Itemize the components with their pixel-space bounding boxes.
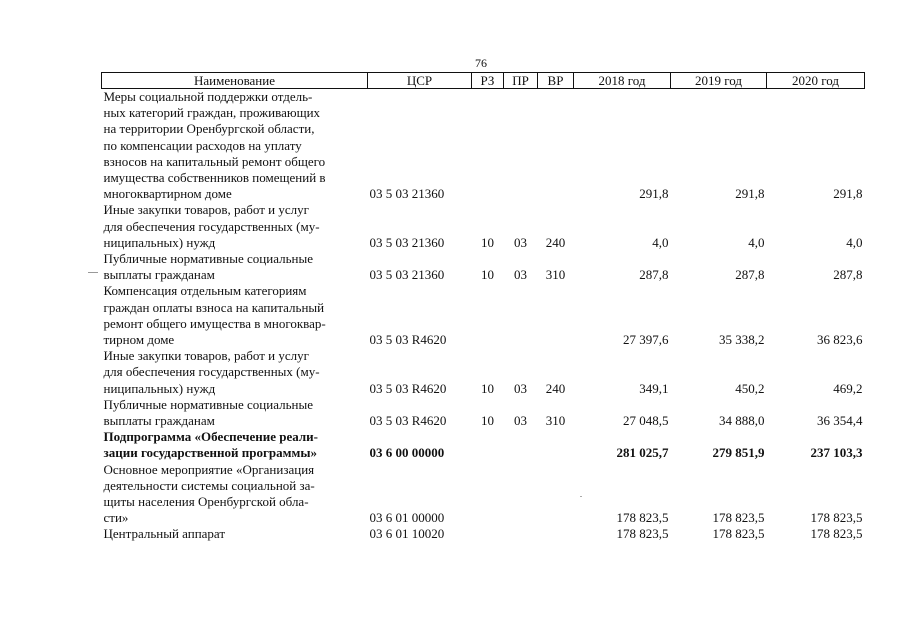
- row-name-line: граждан оплаты взноса на капитальный: [103, 299, 325, 315]
- table-row: [102, 429, 865, 461]
- row-2020: 36 823,6: [817, 332, 863, 348]
- row-2019: 178 823,5: [712, 526, 765, 542]
- row-name-line: для обеспечения государственных (му-: [103, 364, 320, 380]
- row-csr: 03 5 03 R4620: [369, 380, 447, 396]
- row-rz: 10: [481, 267, 494, 283]
- row-2020: 36 354,4: [817, 413, 863, 429]
- row-name: [102, 283, 368, 348]
- row-csr: 03 5 03 21360: [369, 186, 445, 202]
- row-2018: 4,0: [652, 234, 669, 250]
- table-row: [102, 397, 865, 429]
- row-name-line: для обеспечения государственных (му-: [103, 218, 320, 234]
- row-2018: 27 397,6: [623, 332, 669, 348]
- row-name-line: сти»: [103, 510, 129, 526]
- row-2018: 287,8: [639, 267, 669, 283]
- row-name: [102, 462, 368, 527]
- row-name: [102, 526, 368, 542]
- row-name-line: ных категорий граждан, проживающих: [103, 105, 321, 121]
- row-2019: 34 888,0: [719, 413, 765, 429]
- header-2019: 2019 год: [671, 73, 767, 89]
- row-csr: 03 6 01 10020: [369, 526, 445, 542]
- row-rz: [472, 526, 504, 542]
- row-rz: [472, 429, 504, 461]
- row-name-line: выплаты гражданам: [103, 267, 215, 283]
- row-vr: 310: [545, 413, 566, 429]
- row-name: [102, 429, 368, 461]
- row-name: [102, 202, 368, 251]
- row-2018: 178 823,5: [616, 510, 669, 526]
- row-name: [102, 251, 368, 283]
- table-row: [102, 283, 865, 348]
- row-rz: [472, 89, 504, 203]
- row-name-line: имущества собственников помещений в: [103, 170, 326, 186]
- row-csr: 03 5 03 21360: [369, 267, 445, 283]
- row-pr: 03: [514, 234, 527, 250]
- header-pr: ПР: [504, 73, 538, 89]
- row-name-line: тирном доме: [103, 332, 175, 348]
- row-csr: 03 5 03 21360: [369, 234, 445, 250]
- row-2019: 279 851,9: [712, 445, 765, 461]
- row-rz: [472, 283, 504, 348]
- budget-table: [101, 72, 865, 543]
- row-vr: [538, 89, 574, 203]
- row-2020: 287,8: [833, 267, 863, 283]
- row-vr: [538, 526, 574, 542]
- row-name-line: ремонт общего имущества в многоквар-: [103, 315, 326, 331]
- row-name: [102, 397, 368, 429]
- table-row: [102, 348, 865, 397]
- table-row: [102, 462, 865, 527]
- row-name-line: Иные закупки товаров, работ и услуг: [103, 348, 309, 364]
- row-name-line: Публичные нормативные социальные: [103, 251, 313, 267]
- header-vr: ВР: [538, 73, 574, 89]
- row-vr: 310: [545, 267, 566, 283]
- row-2018: 291,8: [639, 186, 669, 202]
- row-name-line: щиты населения Оренбургской обла-: [103, 494, 309, 510]
- table-row: [102, 202, 865, 251]
- row-2020: 178 823,5: [810, 526, 863, 542]
- header-name: Наименование: [102, 73, 368, 89]
- row-name-line: деятельности системы социальной за-: [103, 477, 315, 493]
- row-vr: 240: [545, 380, 566, 396]
- row-vr: 240: [545, 234, 566, 250]
- header-2018: 2018 год: [574, 73, 671, 89]
- row-name-line: Меры социальной поддержки отдель-: [103, 89, 313, 104]
- row-vr: [538, 462, 574, 527]
- row-vr: [538, 429, 574, 461]
- header-csr: ЦСР: [368, 73, 472, 89]
- row-2019: 178 823,5: [712, 510, 765, 526]
- header-2020: 2020 год: [767, 73, 865, 89]
- row-csr: 03 6 01 00000: [369, 510, 445, 526]
- table-row: [102, 89, 865, 203]
- page-number: 76: [475, 56, 487, 70]
- row-2020: 469,2: [833, 380, 863, 396]
- table-row: [102, 251, 865, 283]
- row-2020: 237 103,3: [810, 445, 863, 461]
- row-name-line: Иные закупки товаров, работ и услуг: [103, 202, 309, 218]
- row-rz: 10: [481, 413, 494, 429]
- row-2020: 291,8: [833, 186, 863, 202]
- row-csr: 03 6 00 00000: [369, 445, 445, 461]
- row-rz: 10: [481, 234, 494, 250]
- scan-mark: [88, 272, 98, 273]
- row-2018: 349,1: [639, 380, 669, 396]
- row-name-line: Центральный аппарат: [103, 526, 226, 542]
- row-pr: [504, 283, 538, 348]
- row-2020: 178 823,5: [810, 510, 863, 526]
- row-2019: 291,8: [735, 186, 765, 202]
- row-2018: 178 823,5: [616, 526, 669, 542]
- row-2019: 450,2: [735, 380, 765, 396]
- row-pr: [504, 429, 538, 461]
- row-name-line: Подпрограмма «Обеспечение реали-: [103, 429, 318, 445]
- row-2019: 4,0: [748, 234, 765, 250]
- row-name-line: по компенсации расходов на уплату: [103, 137, 302, 153]
- row-vr: [538, 283, 574, 348]
- row-name: [102, 89, 368, 203]
- row-2019: 35 338,2: [719, 332, 765, 348]
- row-name-line: ниципальных) нужд: [103, 234, 216, 250]
- row-name-line: выплаты гражданам: [103, 413, 215, 429]
- row-pr: [504, 462, 538, 527]
- table-header-row: [102, 73, 865, 89]
- row-name-line: Основное мероприятие «Организация: [103, 461, 315, 477]
- row-pr: 03: [514, 380, 527, 396]
- row-pr: [504, 89, 538, 203]
- row-name-line: зации государственной программы»: [103, 445, 317, 461]
- table-row: [102, 526, 865, 542]
- row-pr: [504, 526, 538, 542]
- row-2019: 287,8: [735, 267, 765, 283]
- row-rz: 10: [481, 380, 494, 396]
- table-body: [102, 89, 865, 543]
- header-rz: РЗ: [472, 73, 504, 89]
- row-2018: 281 025,7: [616, 445, 669, 461]
- row-name-line: Компенсация отдельным категориям: [103, 283, 307, 299]
- row-csr: 03 5 03 R4620: [369, 413, 447, 429]
- row-2018: 27 048,5: [623, 413, 669, 429]
- row-pr: 03: [514, 267, 527, 283]
- row-csr: 03 5 03 R4620: [369, 332, 447, 348]
- row-name: [102, 348, 368, 397]
- row-2020: 4,0: [846, 234, 863, 250]
- row-name-line: взносов на капитальный ремонт общего: [103, 153, 326, 169]
- row-pr: 03: [514, 413, 527, 429]
- row-name-line: на территории Оренбургской области,: [103, 121, 315, 137]
- row-name-line: ниципальных) нужд: [103, 380, 216, 396]
- row-rz: [472, 462, 504, 527]
- row-name-line: Публичные нормативные социальные: [103, 396, 313, 412]
- row-name-line: многоквартирном доме: [103, 186, 232, 202]
